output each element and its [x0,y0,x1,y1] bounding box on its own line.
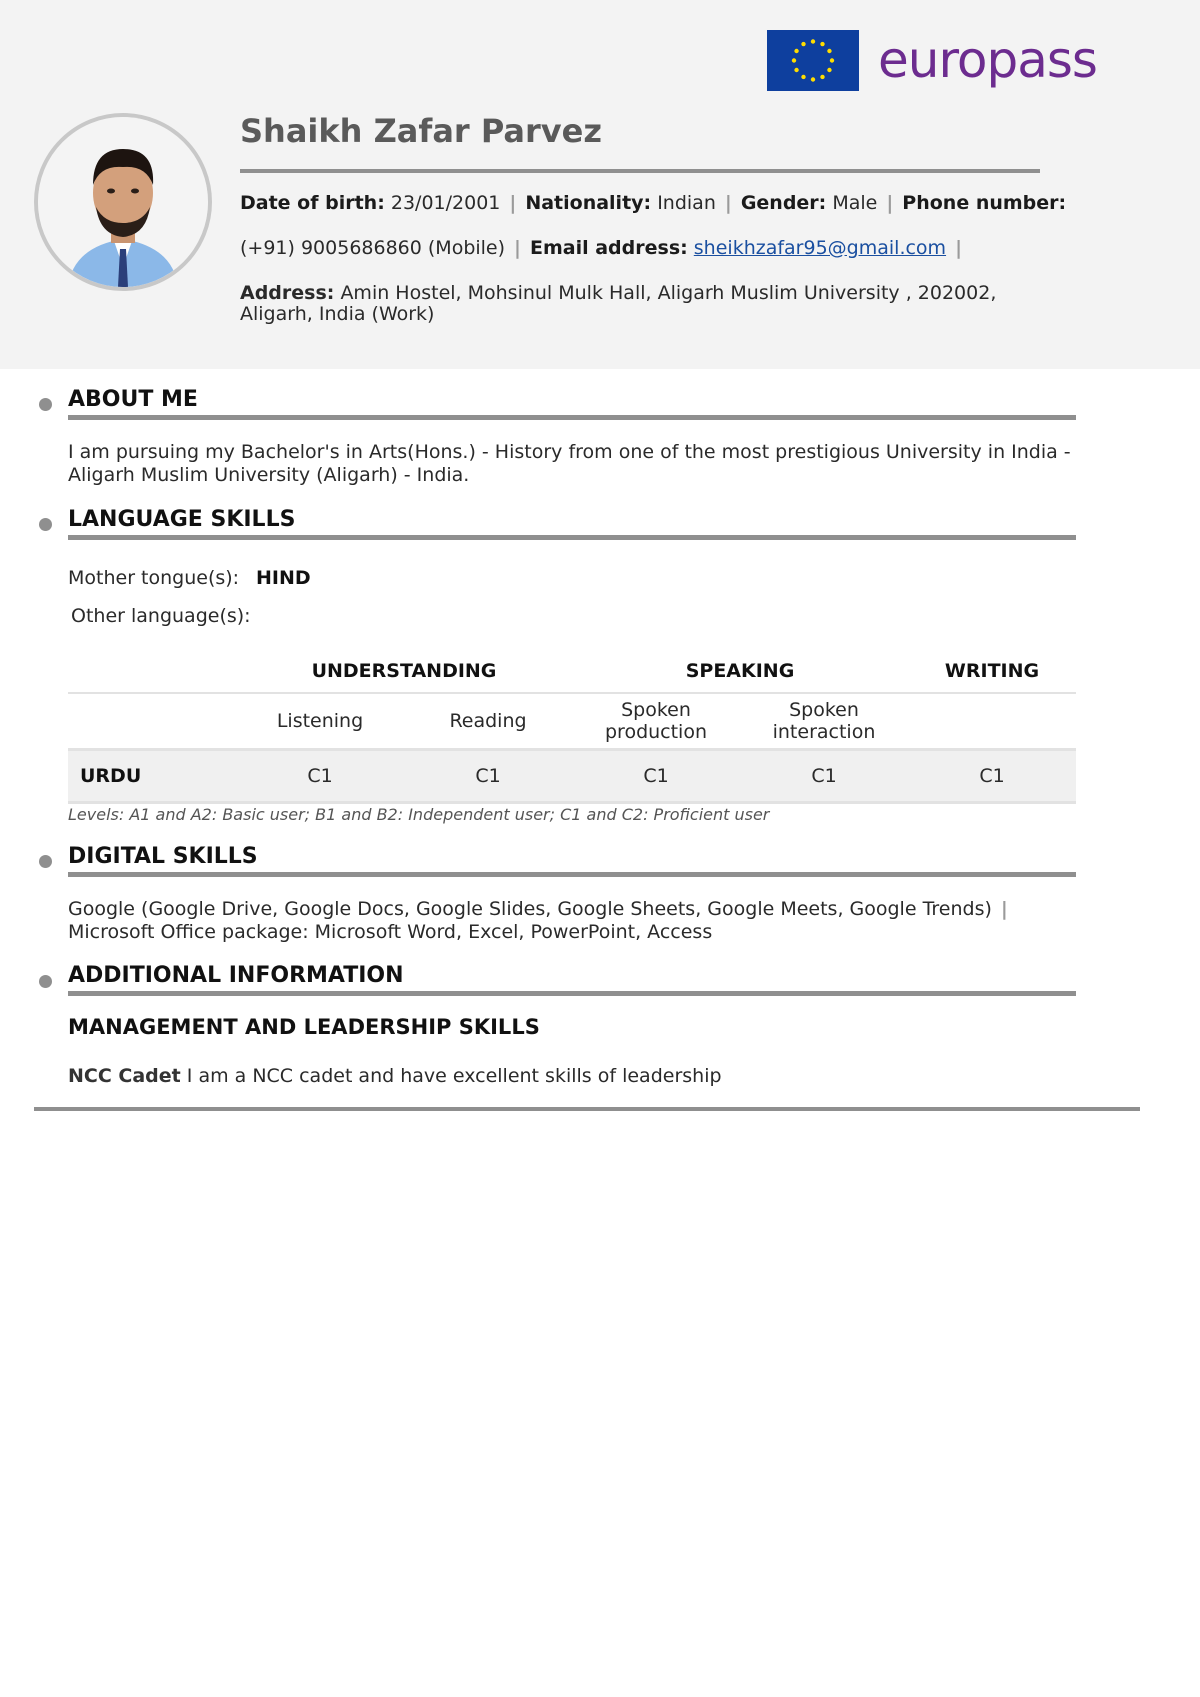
eu-star-icon [811,77,815,81]
spoken-production-line-1: Spoken [621,699,691,721]
section-bullet-icon [39,975,52,988]
name-divider [240,169,1040,173]
eu-star-icon [820,75,824,79]
eu-star-icon [794,68,798,72]
separator: | [509,192,517,214]
spoken-interaction-header [740,693,908,750]
address-label: Address: [240,282,335,304]
writing-header: WRITING [908,655,1076,693]
ncc-text: I am a NCC cadet and have excellent skills of leadership [186,1065,722,1087]
digital-skills-text [68,898,1078,944]
eu-star-icon [827,49,831,53]
about-section-title: ABOUT ME [68,387,198,412]
listening-header: Listening [236,693,404,750]
gender-label: Gender: [740,192,827,214]
language-table [68,655,1076,804]
eu-star-icon [801,42,805,46]
section-divider [68,872,1076,877]
eu-star-icon [792,58,796,62]
separator: | [886,192,894,214]
eu-star-icon [830,58,834,62]
phone-label: Phone number: [902,192,1067,214]
person-name: Shaikh Zafar Parvez [240,112,602,150]
spoken-production-line-2: production [604,721,708,743]
personal-info-line-1 [240,192,1066,214]
eu-star-icon [801,75,805,79]
end-divider [34,1107,1140,1111]
table-row [68,750,1076,803]
levels-note: Levels: A1 and A2: Basic user; B1 and B2: Independent user; C1 and C2: Proficient user [68,805,770,824]
separator: | [724,192,732,214]
section-divider [68,991,1076,996]
nationality-label: Nationality: [525,192,652,214]
spoken-interaction-line-1: Spoken [789,699,859,721]
dob-value: 23/01/2001 [390,192,501,214]
section-divider [68,535,1076,540]
reading-level: C1 [404,750,572,803]
eu-flag-logo [767,30,859,91]
email-label: Email address: [530,237,688,259]
digital-section-title: DIGITAL SKILLS [68,844,258,869]
europass-logo-text: europass [878,31,1097,89]
separator: | [514,237,521,259]
language-table-group-row [68,655,1076,693]
email-link[interactable]: sheikhzafar95@gmail.com [693,237,947,259]
mother-tongue-value: HIND [256,567,311,589]
dob-label: Date of birth: [240,192,385,214]
other-languages-label: Other language(s): [71,605,251,627]
ncc-label: NCC Cadet [68,1065,181,1087]
writing-level: C1 [908,750,1076,803]
profile-photo [34,113,212,291]
separator: | [1000,898,1008,920]
eu-star-icon [794,49,798,53]
spoken-interaction-level: C1 [740,750,908,803]
eu-star-icon [827,68,831,72]
personal-info-line-2 [240,237,971,259]
spoken-production-header [572,693,740,750]
gender-value: Male [832,192,878,214]
leadership-subtitle: MANAGEMENT AND LEADERSHIP SKILLS [68,1015,540,1039]
eu-star-icon [811,39,815,43]
empty-sub-cell [908,693,1076,750]
spoken-interaction-line-2: interaction [772,721,876,743]
about-text: I am pursuing my Bachelor's in Arts(Hons.) - History from one of the most prestigious University in India - Aligarh Muslim University (Aligarh) - India. [68,441,1071,486]
spoken-production-level: C1 [572,750,740,803]
listening-level: C1 [236,750,404,803]
section-bullet-icon [39,518,52,531]
separator: | [955,237,963,259]
section-bullet-icon [39,398,52,411]
speaking-header: SPEAKING [572,655,908,693]
language-name: URDU [68,750,236,803]
address-block [240,283,1000,325]
ncc-info [68,1065,722,1087]
digital-skills-line-1: Google (Google Drive, Google Docs, Google Slides, Google Sheets, Google Meets, Google Trends) [68,898,992,920]
address-value: Amin Hostel, Mohsinul Mulk Hall, Aligarh Muslim University , 202002, Aligarh, India (Work) [240,282,997,325]
language-section-title: LANGUAGE SKILLS [68,507,296,532]
reading-header: Reading [404,693,572,750]
additional-section-title: ADDITIONAL INFORMATION [68,963,404,988]
empty-header-cell [68,655,236,693]
section-bullet-icon [39,855,52,868]
section-divider [68,415,1076,420]
nationality-value: Indian [657,192,716,214]
mother-tongue-label: Mother tongue(s): [68,567,240,589]
eu-star-icon [820,42,824,46]
digital-skills-line-2: Microsoft Office package: Microsoft Word, Excel, PowerPoint, Access [68,921,713,943]
empty-sub-cell [68,693,236,750]
phone-value: (+91) 9005686860 (Mobile) [240,237,506,259]
language-table-sub-row [68,693,1076,750]
understanding-header: UNDERSTANDING [236,655,572,693]
